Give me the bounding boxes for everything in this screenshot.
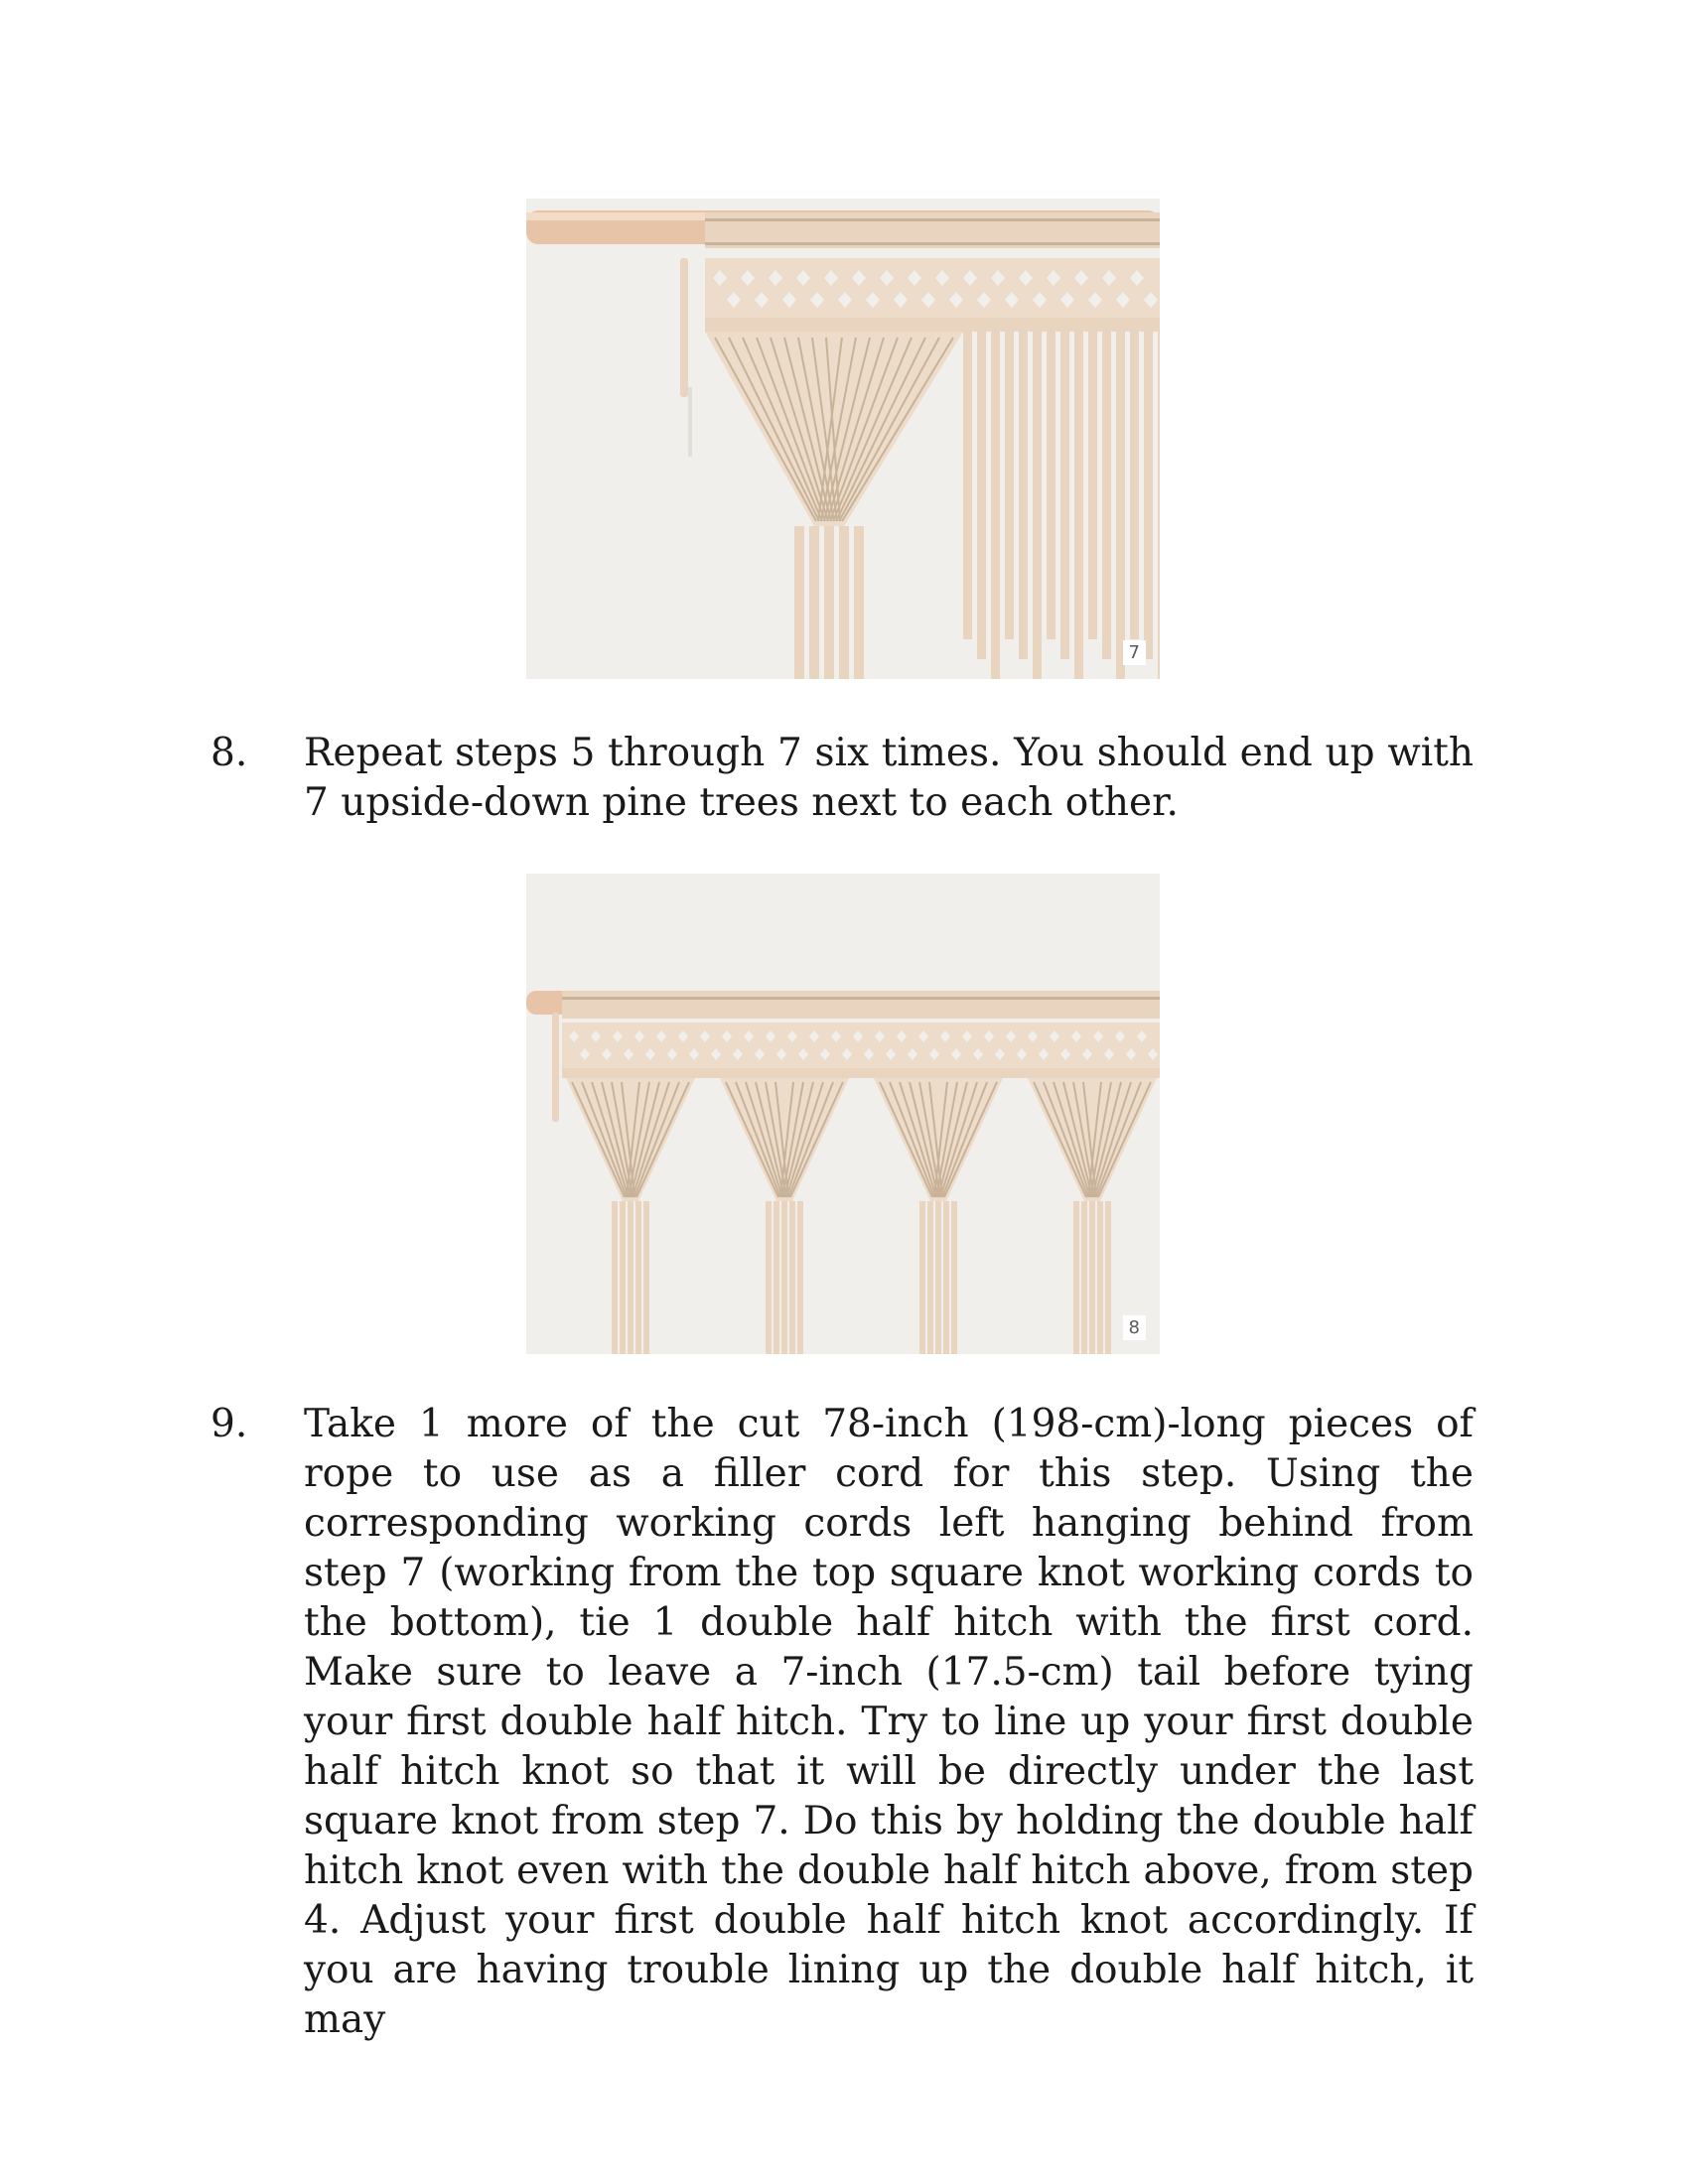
macrame-step-8-illustration — [526, 874, 1160, 1354]
step-8 — [211, 729, 1474, 828]
step-9 — [211, 1400, 1474, 2045]
step-text: Repeat steps 5 through 7 six times. You should end up with 7 upside-down pine trees next to each other. — [304, 731, 1474, 825]
step-number: 8. — [211, 731, 248, 775]
figure-number: 8 — [1123, 1315, 1146, 1340]
macrame-step-7-illustration — [526, 199, 1160, 679]
figure-7-photo — [526, 199, 1160, 679]
figure-8-photo — [526, 874, 1160, 1354]
figure-number: 7 — [1123, 640, 1146, 665]
step-text: Take 1 more of the cut 78-inch (198-cm)-long pieces of rope to use as a filler cord for this step. Using the corresponding working cords left hanging behind from step 7 (working from the top square knot working cords to the bottom), tie 1 double half hitch with the first cord. Make sure to leave a 7-inch (17.5-cm) tail before tying your first double half hitch. Try to line up your first double half hitch knot so that it will be directly under the last square knot from step 7. Do this by holding the double half hitch knot even with the double half hitch above, from step 4. Adjust your first double half hitch knot accordingly. If you are having trouble lining up the double half hitch, it may — [304, 1402, 1474, 2042]
step-number: 9. — [211, 1402, 248, 1446]
